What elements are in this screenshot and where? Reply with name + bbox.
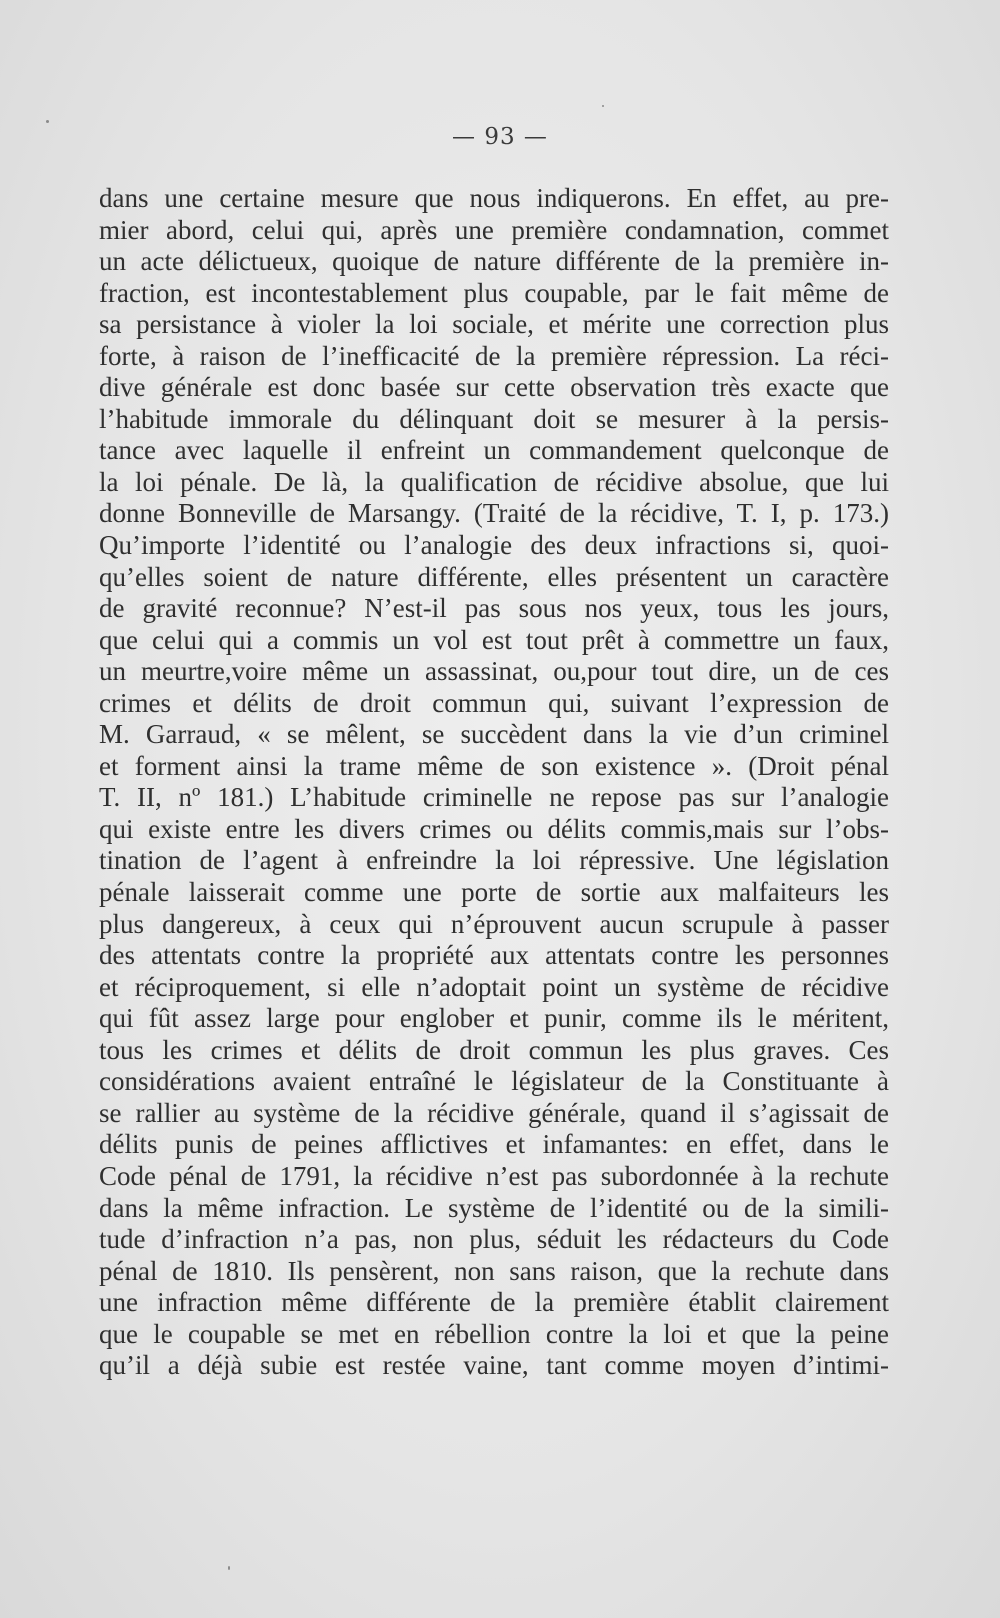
text-line: sa persistance à violer la loi sociale, et mérite une correction plus <box>99 309 889 340</box>
text-line: se rallier au système de la récidive générale, quand il s’agissait de <box>99 1097 889 1128</box>
dust-speck <box>228 1566 230 1570</box>
text-line: qui existe entre les divers crimes ou délits commis,mais sur l’obs- <box>99 813 889 844</box>
text-line: pénal de 1810. Ils pensèrent, non sans raison, que la rechute dans <box>99 1255 889 1286</box>
text-line: dans une certaine mesure que nous indiquerons. En effet, au pre- <box>99 183 889 213</box>
text-line: qu’il a déjà subie est restée vaine, tant comme moyen d’intimi- <box>99 1350 889 1381</box>
page-number: — 93 — <box>452 124 548 150</box>
text-line: donne Bonneville de Marsangy. (Traité de la récidive, T. I, p. 173.) <box>99 498 889 529</box>
text-line: pénale laisserait comme une porte de sortie aux malfaiteurs les <box>99 877 889 908</box>
dust-speck <box>46 120 49 123</box>
text-line: tous les crimes et délits de droit commun les plus graves. Ces <box>99 1034 889 1065</box>
text-line: T. II, nº 181.) L’habitude criminelle ne repose pas sur l’analogie <box>99 782 889 813</box>
text-line: qui fût assez large pour englober et punir, comme ils le méritent, <box>99 1003 889 1034</box>
text-line: M. Garraud, « se mêlent, se succèdent dans la vie d’un criminel <box>99 719 889 750</box>
text-line: tude d’infraction n’a pas, non plus, séduit les rédacteurs du Code <box>99 1224 889 1255</box>
text-line: tance avec laquelle il enfreint un commandement quelconque de <box>99 435 889 466</box>
body-text <box>99 183 889 1382</box>
text-line: une infraction même différente de la première établit clairement <box>99 1287 889 1318</box>
text-line: et forment ainsi la trame même de son existence ». (Droit pénal <box>99 750 889 781</box>
text-line: que celui qui a commis un vol est tout prêt à commettre un faux, <box>99 624 889 655</box>
text-line: fraction, est incontestablement plus coupable, par le fait même de <box>99 277 889 308</box>
text-line: Code pénal de 1791, la récidive n’est pas subordonnée à la rechute <box>99 1160 889 1191</box>
text-line: plus dangereux, à ceux qui n’éprouvent aucun scrupule à passer <box>99 908 889 939</box>
text-line: crimes et délits de droit commun qui, suivant l’expression de <box>99 687 889 718</box>
text-line: un meurtre,voire même un assassinat, ou,pour tout dire, un de ces <box>99 656 889 687</box>
text-line: délits punis de peines afflictives et infamantes: en effet, dans le <box>99 1129 889 1160</box>
text-line: des attentats contre la propriété aux attentats contre les personnes <box>99 940 889 971</box>
dust-speck <box>602 105 604 107</box>
text-line: la loi pénale. De là, la qualification de récidive absolue, que lui <box>99 466 889 497</box>
text-line: l’habitude immorale du délinquant doit se mesurer à la persis- <box>99 403 889 434</box>
text-line: considérations avaient entraîné le législateur de la Constituante à <box>99 1066 889 1097</box>
text-line: forte, à raison de l’inefficacité de la première répression. La réci- <box>99 340 889 371</box>
text-line: qu’elles soient de nature différente, elles présentent un caractère <box>99 561 889 592</box>
text-line: mier abord, celui qui, après une première condamnation, commet <box>99 214 889 245</box>
text-line: dans la même infraction. Le système de l’identité ou de la simili- <box>99 1192 889 1223</box>
text-line: dive générale est donc basée sur cette observation très exacte que <box>99 372 889 403</box>
text-line: de gravité reconnue? N’est-il pas sous nos yeux, tous les jours, <box>99 593 889 624</box>
text-line: Qu’importe l’identité ou l’analogie des deux infractions si, quoi- <box>99 530 889 561</box>
text-line: et réciproquement, si elle n’adoptait point un système de récidive <box>99 971 889 1002</box>
text-line: que le coupable se met en rébellion contre la loi et que la peine <box>99 1318 889 1349</box>
text-line: un acte délictueux, quoique de nature différente de la première in- <box>99 246 889 277</box>
text-line: tination de l’agent à enfreindre la loi répressive. Une législation <box>99 845 889 876</box>
